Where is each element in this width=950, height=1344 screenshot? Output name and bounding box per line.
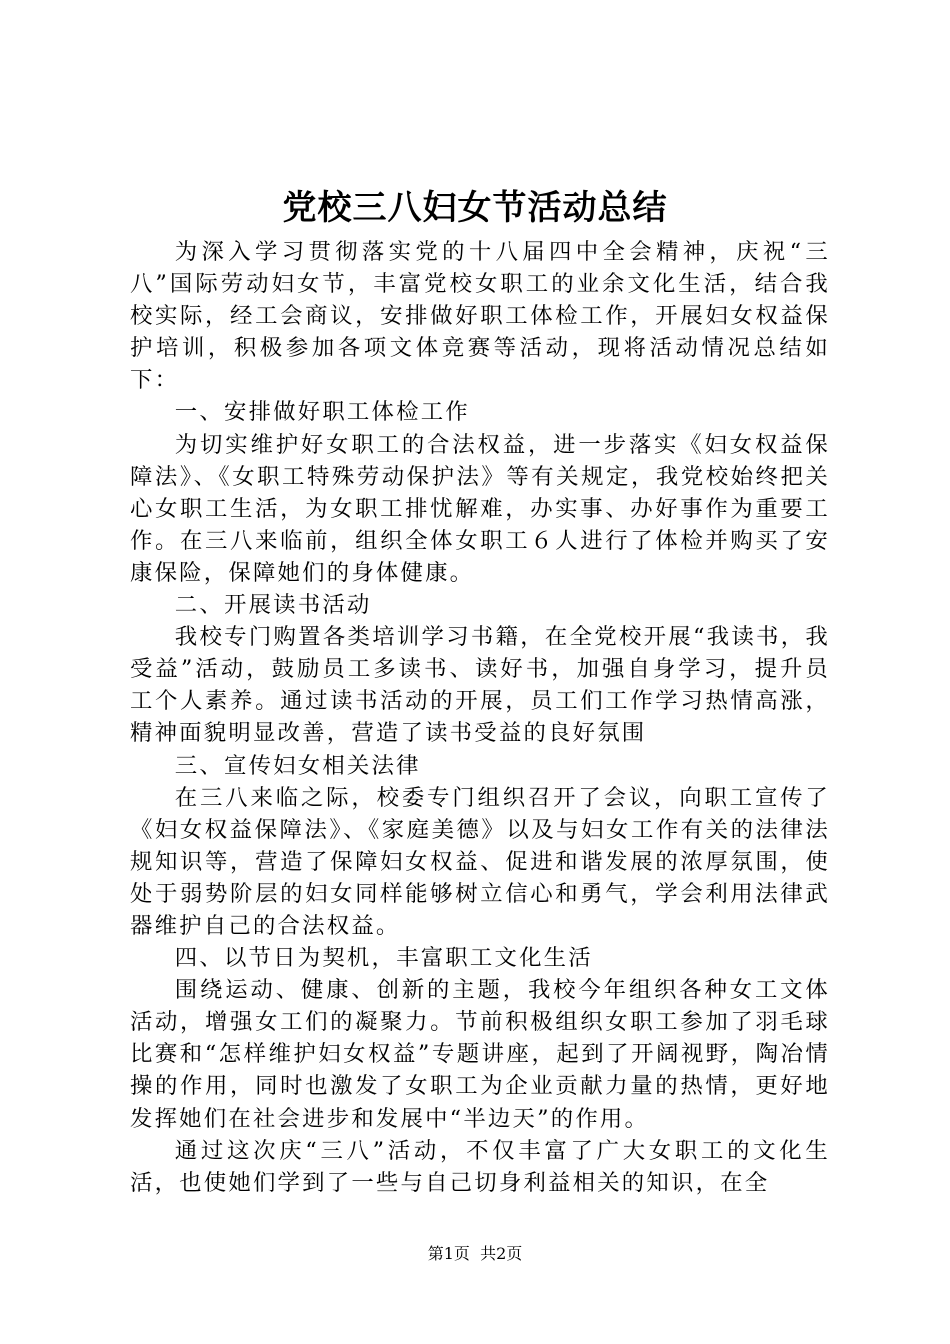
document-title: 党校三八妇女节活动总结: [282, 188, 668, 228]
section-heading-1: 一、安排做好职工体检工作: [174, 399, 470, 426]
closing-paragraph: 通过这次庆“三八”活动，不仅丰富了广大女职工的文化生活，也使她们学到了一些与自己切身利益相关的知识，在全: [130, 1137, 830, 1196]
section-paragraph-2: 我校专门购置各类培训学习书籍，在全党校开展“我读书，我受益”活动，鼓励员工多读书、读好书，加强自身学习，提升员工个人素养。通过读书活动的开展，员工们工作学习热情高涨，精神面貌明显改善，营造了读书受益的良好氛围: [130, 624, 830, 747]
document-body: [130, 236, 830, 1199]
section-heading-4: 四、以节日为契机，丰富职工文化生活: [174, 945, 593, 972]
intro-paragraph: 为深入学习贯彻落实党的十八届四中全会精神，庆祝“三八”国际劳动妇女节，丰富党校女职工的业余文化生活，结合我校实际，经工会商议，安排做好职工体检工作，开展妇女权益保护培训，积极参加各项文体竞赛等活动，现将活动情况总结如下：: [130, 239, 830, 394]
section-paragraph-1: 为切实维护好女职工的合法权益，进一步落实《妇女权益保障法》、《女职工特殊劳动保护法》等有关规定，我党校始终把关心女职工生活，为女职工排忧解难，办实事、办好事作为重要工作。在三八来临前，组织全体女职工６人进行了体检并购买了安康保险，保障她们的身体健康。: [130, 431, 830, 586]
section-paragraph-4: 围绕运动、健康、创新的主题，我校今年组织各种女工文体活动，增强女工们的凝聚力。节前积极组织女职工参加了羽毛球比赛和“怎样维护妇女权益”专题讲座，起到了开阔视野，陶冶情操的作用，同时也激发了女职工为企业贡献力量的热情，更好地发挥她们在社会进步和发展中“半边天”的作用。: [130, 977, 830, 1132]
section-heading-2: 二、开展读书活动: [174, 592, 372, 619]
section-paragraph-3: 在三八来临之际，校委专门组织召开了会议，向职工宣传了《妇女权益保障法》、《家庭美德》以及与妇女工作有关的法律法规知识等，营造了保障妇女权益、促进和谐发展的浓厚氛围，使处于弱势阶层的妇女同样能够树立信心和勇气，学会利用法律武器维护自己的合法权益。: [130, 784, 830, 939]
section-heading-3: 三、宣传妇女相关法律: [174, 752, 421, 779]
page-number-footer: 第1页 共2页: [427, 1244, 523, 1263]
